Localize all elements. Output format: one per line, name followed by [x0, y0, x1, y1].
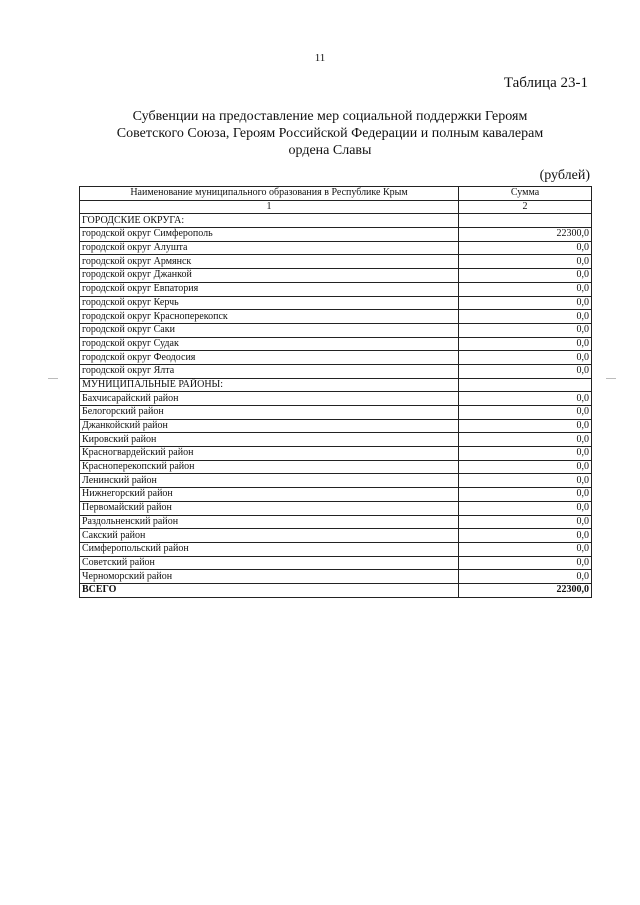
header-municipality: Наименование муниципального образования в Республике Крым [80, 187, 459, 201]
municipality-name: Черноморский район [80, 570, 459, 584]
table-row [80, 474, 592, 488]
table-row [80, 556, 592, 570]
municipality-name: городской округ Евпатория [80, 282, 459, 296]
municipality-name: Белогорский район [80, 406, 459, 420]
municipality-name: Джанкойский район [80, 419, 459, 433]
table-row [80, 323, 592, 337]
subsidy-amount: 0,0 [459, 570, 592, 584]
table-row [80, 488, 592, 502]
section-title: МУНИЦИПАЛЬНЫЕ РАЙОНЫ: [80, 378, 459, 392]
municipality-name: Бахчисарайский район [80, 392, 459, 406]
page-number: 11 [314, 52, 326, 64]
total-row [80, 583, 592, 597]
table-row [80, 542, 592, 556]
table-row [80, 269, 592, 283]
table-row [80, 296, 592, 310]
header-row [80, 187, 592, 201]
section-sum-empty [459, 378, 592, 392]
total-label: ВСЕГО [80, 583, 459, 597]
table-row [80, 351, 592, 365]
municipality-name: Нижнегорский район [80, 488, 459, 502]
table-row [80, 310, 592, 324]
municipality-name: Красногвардейский район [80, 447, 459, 461]
subsidy-amount: 0,0 [459, 447, 592, 461]
municipality-name: городской округ Алушта [80, 241, 459, 255]
subsidy-amount: 0,0 [459, 282, 592, 296]
table-row [80, 406, 592, 420]
municipality-name: городской округ Красноперекопск [80, 310, 459, 324]
subsidy-amount: 0,0 [459, 419, 592, 433]
subsidy-amount: 22300,0 [459, 228, 592, 242]
table-row [80, 570, 592, 584]
table-row [80, 241, 592, 255]
table-row [80, 433, 592, 447]
subsidy-amount: 0,0 [459, 269, 592, 283]
subsidy-amount: 0,0 [459, 460, 592, 474]
subsidy-amount: 0,0 [459, 488, 592, 502]
table-number: Таблица 23-1 [503, 75, 588, 91]
subsidy-amount: 0,0 [459, 474, 592, 488]
subsidy-amount: 0,0 [459, 364, 592, 378]
section-sum-empty [459, 214, 592, 228]
subsidy-amount: 0,0 [459, 323, 592, 337]
subsidy-amount: 0,0 [459, 515, 592, 529]
municipality-name: городской округ Джанкой [80, 269, 459, 283]
subsidy-amount: 0,0 [459, 255, 592, 269]
section-row [80, 378, 592, 392]
municipality-name: Ленинский район [80, 474, 459, 488]
subsidy-amount: 0,0 [459, 296, 592, 310]
municipality-name: городской округ Ялта [80, 364, 459, 378]
municipality-name: городской округ Феодосия [80, 351, 459, 365]
municipality-name: Первомайский район [80, 501, 459, 515]
subsidy-amount: 0,0 [459, 556, 592, 570]
table-row [80, 460, 592, 474]
table-row [80, 447, 592, 461]
subsidy-amount: 0,0 [459, 433, 592, 447]
unit-label: (рублей) [539, 168, 590, 183]
table-row [80, 515, 592, 529]
table-row [80, 337, 592, 351]
subsidy-amount: 0,0 [459, 241, 592, 255]
subsidy-amount: 0,0 [459, 501, 592, 515]
subsidy-amount: 0,0 [459, 406, 592, 420]
subsidy-amount: 0,0 [459, 337, 592, 351]
subsidy-table [79, 186, 592, 598]
scan-mark [48, 378, 58, 379]
subsidy-amount: 0,0 [459, 529, 592, 543]
table-row [80, 501, 592, 515]
column-number-row [80, 200, 592, 214]
subsidy-amount: 0,0 [459, 310, 592, 324]
municipality-name: Раздольненский район [80, 515, 459, 529]
municipality-name: Кировский район [80, 433, 459, 447]
table-row [80, 282, 592, 296]
column-number-1: 1 [80, 200, 459, 214]
document-title: Субвенции на предоставление мер социальной поддержки Героям Советского Союза, Героям Российской Федерации и полным кавалерам ордена Славы [116, 109, 544, 158]
table-row [80, 392, 592, 406]
subsidy-amount: 0,0 [459, 351, 592, 365]
municipality-name: Сакский район [80, 529, 459, 543]
table-row [80, 228, 592, 242]
subsidy-amount: 0,0 [459, 392, 592, 406]
municipality-name: городской округ Судак [80, 337, 459, 351]
municipality-name: Красноперекопский район [80, 460, 459, 474]
subsidy-amount: 0,0 [459, 542, 592, 556]
table-row [80, 529, 592, 543]
municipality-name: городской округ Керчь [80, 296, 459, 310]
table-row [80, 364, 592, 378]
municipality-name: городской округ Саки [80, 323, 459, 337]
municipality-name: городской округ Симферополь [80, 228, 459, 242]
municipality-name: Симферопольский район [80, 542, 459, 556]
header-sum: Сумма [459, 187, 592, 201]
table-row [80, 255, 592, 269]
table-body [80, 214, 592, 597]
total-amount: 22300,0 [459, 583, 592, 597]
scan-mark [606, 378, 616, 379]
table-row [80, 419, 592, 433]
section-title: ГОРОДСКИЕ ОКРУГА: [80, 214, 459, 228]
municipality-name: Советский район [80, 556, 459, 570]
municipality-name: городской округ Армянск [80, 255, 459, 269]
section-row [80, 214, 592, 228]
column-number-2: 2 [459, 200, 592, 214]
